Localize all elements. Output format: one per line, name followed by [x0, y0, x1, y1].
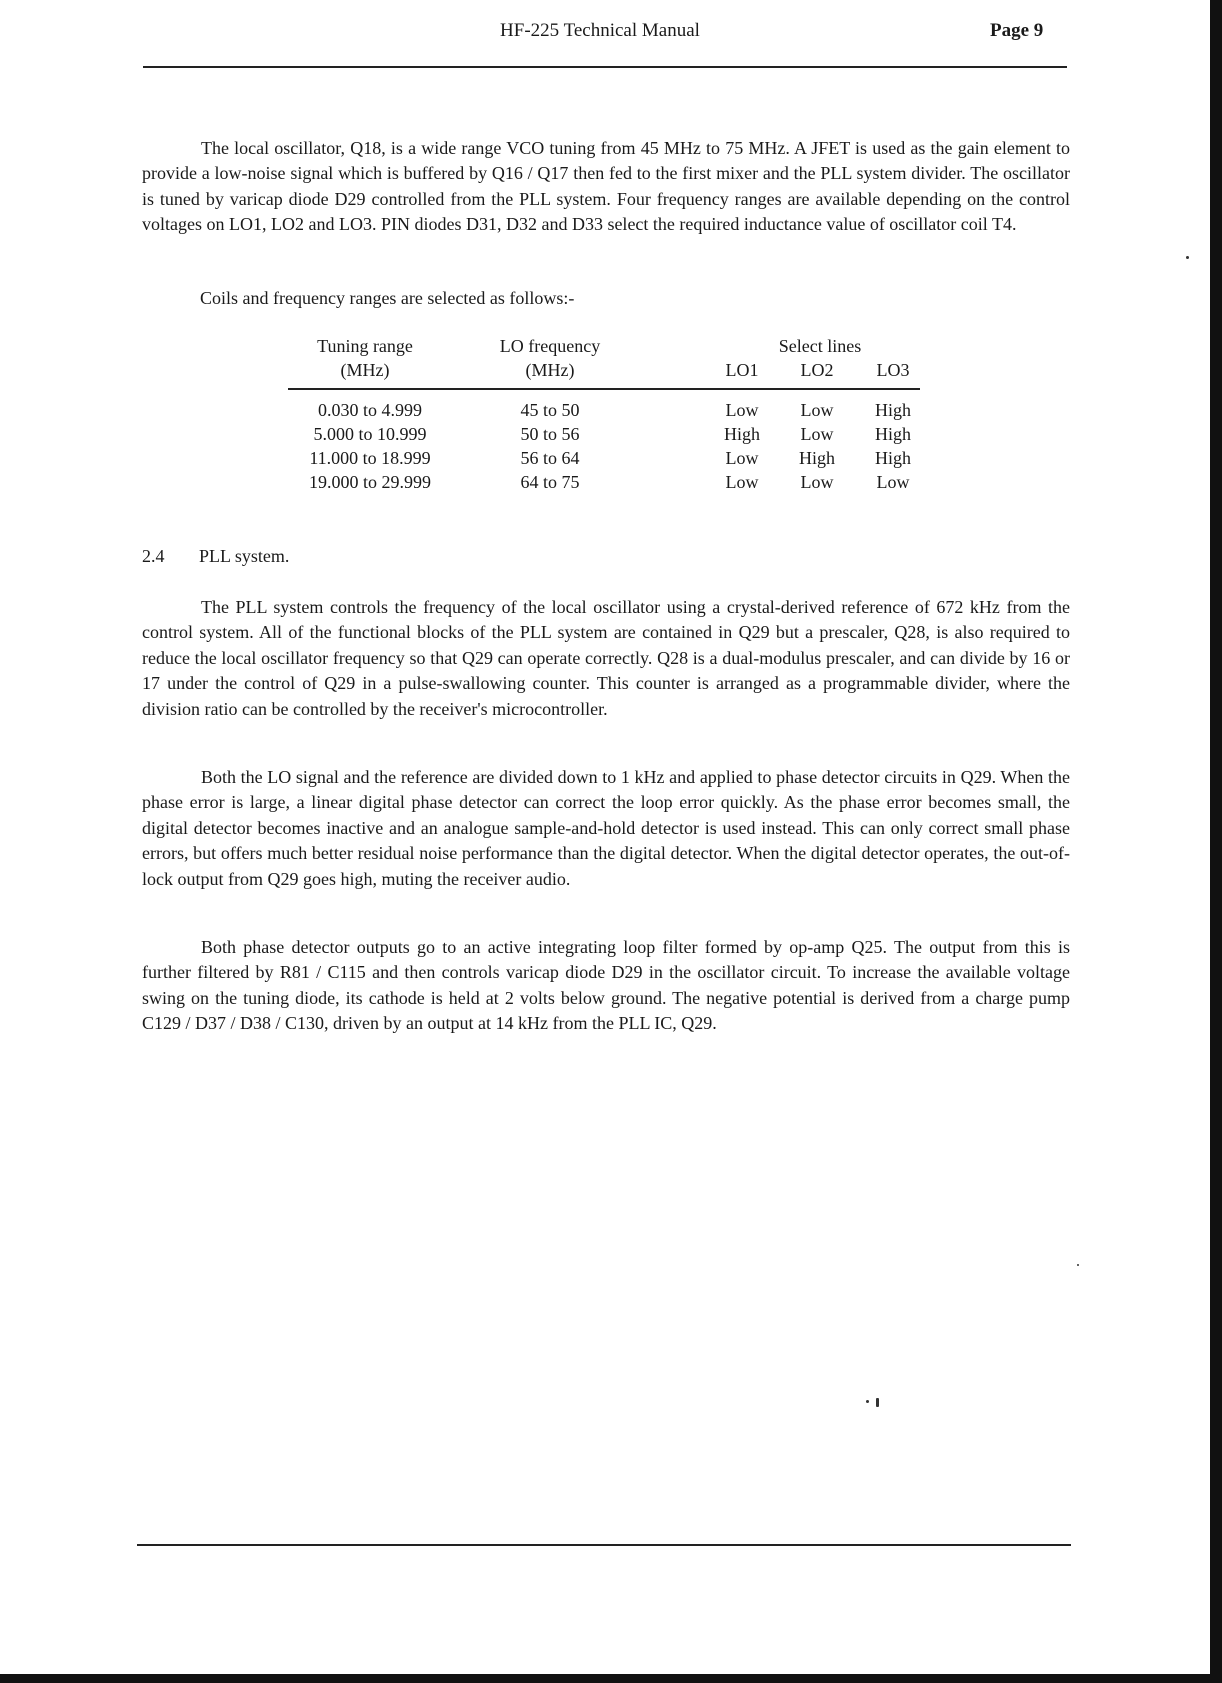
footer-rule	[137, 1544, 1071, 1546]
scan-speck	[1077, 1264, 1079, 1266]
table-cell-lo3: Low	[876, 472, 910, 492]
table-cell-lo3: High	[875, 400, 911, 420]
section-title: PLL system.	[199, 546, 290, 566]
table-cell-lo1: Low	[725, 400, 759, 420]
table-cell-tuning-range: 0.030 to 4.999	[317, 400, 422, 420]
table-row	[280, 422, 920, 446]
table-header-lo-frequency	[465, 334, 635, 382]
table-cell-tuning-range: 11.000 to 18.999	[309, 448, 431, 468]
table-row	[280, 446, 920, 470]
section-number: 2.4	[142, 546, 165, 566]
table-cell-tuning-range: 5.000 to 10.999	[313, 424, 427, 444]
scan-edge-right	[1210, 0, 1222, 1683]
header-page-number: Page 9	[990, 20, 1044, 41]
table-cell-lo3: High	[875, 448, 911, 468]
table-cell-lo1: Low	[725, 472, 759, 492]
table-cell-tuning-range: 19.000 to 29.999	[308, 472, 431, 492]
header-title: HF-225 Technical Manual	[500, 20, 700, 41]
table-row	[280, 398, 920, 422]
paragraph-table-intro: Coils and frequency ranges are selected as follows:-	[200, 288, 575, 308]
table-header-lo-frequency-unit: (MHz)	[525, 360, 575, 380]
table-header-lo2: LO2	[800, 360, 834, 380]
table-cell-lo3: High	[875, 424, 911, 444]
table-cell-lo-frequency: 64 to 75	[520, 472, 580, 492]
table-header-rule	[288, 388, 920, 390]
table-cell-lo2: Low	[800, 424, 834, 444]
scan-speck	[1186, 256, 1189, 259]
paragraph-pll-overview: The PLL system controls the frequency of the local oscillator using a crystal-derived reference of 672 kHz from the control system. All of the functional blocks of the PLL system are contained in Q29 but a prescaler, Q28, is also required to reduce the local oscillator frequency so that Q29 can operate correctly. Q28 is a dual-modulus prescaler, and can divide by 16 or 17 under the control of Q29 in a pulse-swallowing counter. This counter is arranged as a programmable divider, where the division ratio can be controlled by the receiver's microcontroller.	[142, 597, 1070, 719]
header-rule	[143, 66, 1067, 68]
table-header-tuning-range-label: Tuning range	[317, 336, 413, 356]
table-header-lo1: LO1	[725, 360, 759, 380]
table-cell-lo1: Low	[725, 448, 759, 468]
table-cell-lo1: High	[724, 424, 760, 444]
table-header-tuning-range-unit: (MHz)	[340, 360, 390, 380]
scan-speck	[866, 1400, 869, 1403]
table-header-select-lines: Select lines	[778, 336, 862, 356]
table-header-lo3: LO3	[876, 360, 910, 380]
table-header-lo-frequency-label: LO frequency	[499, 336, 601, 356]
table-row	[280, 470, 920, 494]
table-cell-lo-frequency: 56 to 64	[520, 448, 580, 468]
table-header-tuning-range	[280, 334, 450, 382]
paragraph-loop-filter: Both phase detector outputs go to an active integrating loop filter formed by op-amp Q25. The output from this is further filtered by R81 / C115 and then controls varicap diode D29 in the oscillator circuit. To increase the available voltage swing on the tuning diode, its cathode is held at 2 volts below ground. The negative potential is derived from a charge pump C129 / D37 / D38 / C130, driven by an output at 14 kHz from the PLL IC, Q29.	[142, 937, 1070, 1034]
table-cell-lo2: Low	[800, 472, 834, 492]
table-cell-lo-frequency: 45 to 50	[520, 400, 580, 420]
paragraph-phase-detector: Both the LO signal and the reference are divided down to 1 kHz and applied to phase detector circuits in Q29. When the phase error is large, a linear digital phase detector can correct the loop error quickly. As the phase error becomes small, the digital detector becomes inactive and an analogue sample-and-hold detector is used instead. This can only correct small phase errors, but offers much better residual noise performance than the digital detector. When the digital detector operates, the out-of-lock output from Q29 goes high, muting the receiver audio.	[142, 767, 1070, 889]
table-cell-lo-frequency: 50 to 56	[520, 424, 580, 444]
table-cell-lo2: Low	[800, 400, 834, 420]
scan-edge-bottom	[0, 1674, 1222, 1683]
scan-speck	[876, 1398, 879, 1407]
table-cell-lo2: High	[799, 448, 835, 468]
paragraph-local-oscillator: The local oscillator, Q18, is a wide range VCO tuning from 45 MHz to 75 MHz. A JFET is used as the gain element to provide a low-noise signal which is buffered by Q16 / Q17 then fed to the first mixer and the PLL system divider. The oscillator is tuned by varicap diode D29 controlled from the PLL system. Four frequency ranges are available depending on the control voltages on LO1, LO2 and LO3. PIN diodes D31, D32 and D33 select the required inductance value of oscillator coil T4.	[142, 138, 1070, 235]
